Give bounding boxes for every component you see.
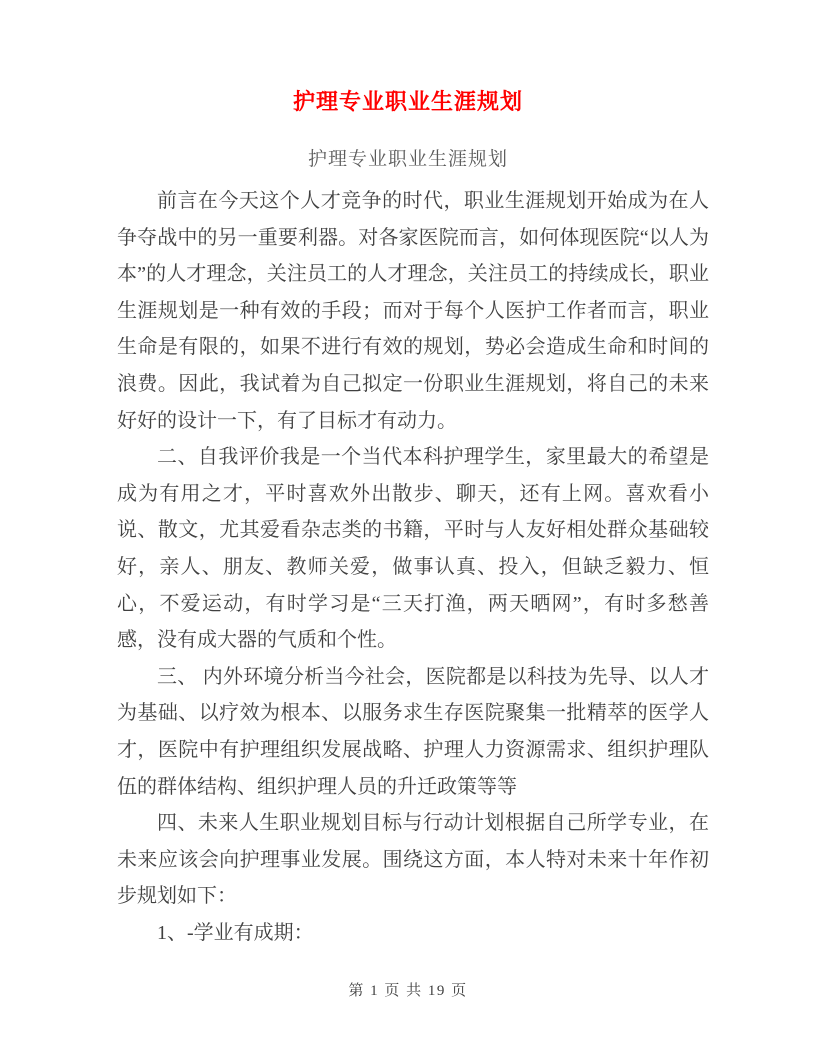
- document-subtitle: 护理专业职业生涯规划: [307, 149, 508, 170]
- page-number-label: 第 1 页 共 19 页: [348, 983, 468, 999]
- paragraph-environment-analysis: 三、 内外环境分析当今社会，医院都是以科技为先导、以人才为基础、以疗效为根本、以服务求生存医院聚集一批精萃的医学人才，医院中有护理组织发展战略、护理人力资源需求、组织护理队伍的群体结构、组织护理人员的升迁政策等等: [117, 665, 709, 798]
- paragraph-self-evaluation: 二、自我评价我是一个当代本科护理学生，家里最大的希望是成为有用之才，平时喜欢外出散步、聊天，还有上网。喜欢看小说、散文，尤其爱看杂志类的书籍，平时与人友好相处群众基础较好，亲人、朋友、教师关爱，做事认真、投入，但缺乏毅力、恒心，不爱运动，有时学习是“三天打渔，两天晒网”，有时多愁善感，没有成大器的气质和个性。: [117, 446, 709, 652]
- page-footer: [0, 982, 816, 1000]
- paragraph-preface: 前言在今天这个人才竞争的时代，职业生涯规划开始成为在人争夺战中的另一重要利器。对各家医院而言，如何体现医院“以人为本”的人才理念，关注员工的人才理念，关注员工的持续成长，职业生涯规划是一种有效的手段；而对于每个人医护工作者而言，职业生命是有限的，如果不进行有效的规划，势必会造成生命和时间的浪费。因此，我试着为自己拟定一份职业生涯规划，将自己的未来好好的设计一下，有了目标才有动力。: [117, 190, 709, 432]
- document-title: 护理专业职业生涯规划: [292, 89, 523, 114]
- paragraph-future-plan: 四、未来人生职业规划目标与行动计划根据自己所学专业，在未来应该会向护理事业发展。围绕这方面，本人特对未来十年作初步规划如下：: [117, 812, 709, 908]
- document-body: [117, 183, 709, 951]
- list-item-study-phase: 1、-学业有成期：: [157, 921, 314, 944]
